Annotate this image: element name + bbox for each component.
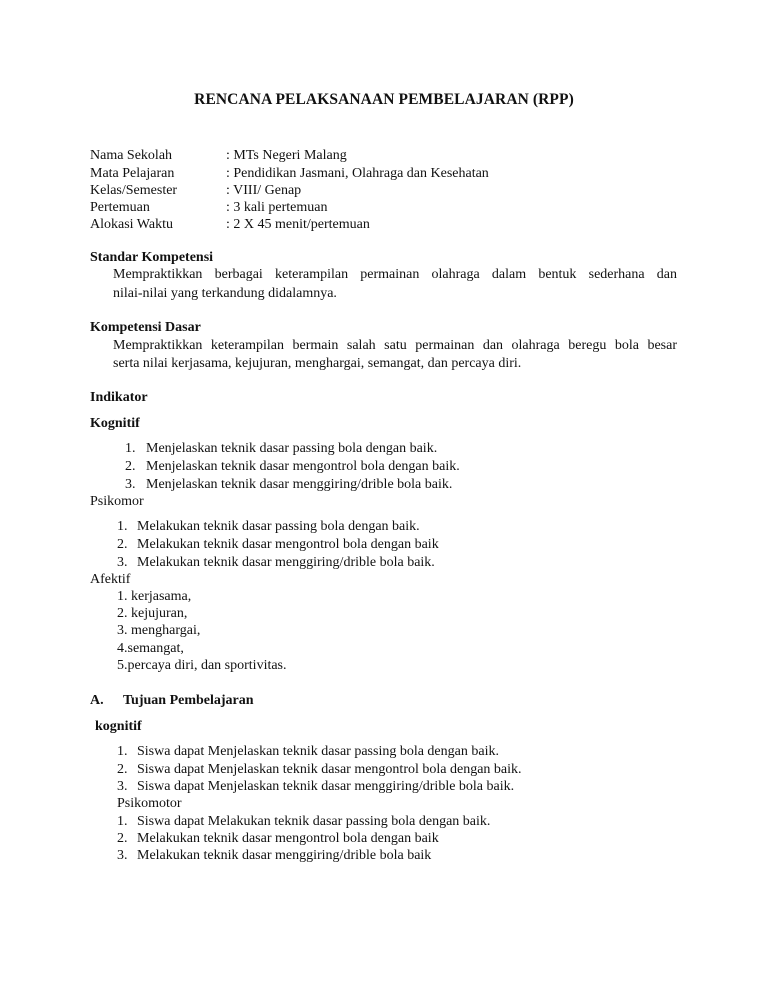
list-number: 2. <box>125 459 136 474</box>
list-item <box>117 554 435 572</box>
list-item <box>117 847 431 865</box>
list-number: 2. <box>117 831 128 846</box>
list-number: 1. <box>117 744 128 759</box>
standar-kompetensi-heading: Standar Kompetensi <box>90 250 214 265</box>
list-number: 2. <box>117 537 128 552</box>
afektif-heading: Afektif <box>90 572 131 587</box>
identity-label: Kelas/Semester <box>90 183 178 198</box>
identity-value: : MTs Negeri Malang <box>226 148 347 163</box>
list-number: 1. <box>117 519 128 534</box>
kompetensi-dasar-heading: Kompetensi Dasar <box>90 320 201 335</box>
list-text: Siswa dapat Menjelaskan teknik dasar passing bola dengan baik. <box>137 744 499 759</box>
list-number: 1. <box>117 814 128 829</box>
list-item <box>125 458 460 476</box>
identity-value: : Pendidikan Jasmani, Olahraga dan Kesehatan <box>226 166 489 181</box>
section-letter: A. <box>90 693 104 708</box>
identity-label: Nama Sekolah <box>90 148 173 163</box>
list-item <box>117 813 490 831</box>
list-text: Menjelaskan teknik dasar passing bola dengan baik. <box>146 441 438 456</box>
identity-value: : 2 X 45 menit/pertemuan <box>226 217 370 232</box>
list-number: 3. <box>117 848 128 863</box>
list-number: 1. <box>125 441 136 456</box>
list-item <box>117 761 522 779</box>
document-title: RENCANA PELAKSANAAN PEMBELAJARAN (RPP) <box>194 91 574 108</box>
identity-value: : VIII/ Genap <box>226 183 302 198</box>
list-item <box>117 743 499 761</box>
identity-value: : 3 kali pertemuan <box>226 200 328 215</box>
standar-kompetensi-text: Mempraktikkan berbagai keterampilan permainan olahraga dalam bentuk sederhana dan <box>113 267 677 282</box>
list-text: Melakukan teknik dasar menggiring/drible bola baik. <box>137 555 435 570</box>
identity-label: Pertemuan <box>90 200 150 215</box>
list-text: Siswa dapat Menjelaskan teknik dasar menggiring/drible bola baik. <box>137 779 515 794</box>
kognitif-heading: Kognitif <box>90 416 140 431</box>
kompetensi-dasar-text: Mempraktikkan keterampilan bermain salah satu permainan dan olahraga beregu bola besar <box>113 338 677 353</box>
identity-label: Alokasi Waktu <box>90 217 173 232</box>
tujuan-psikomotor-heading: Psikomotor <box>117 796 182 811</box>
list-item <box>117 830 439 848</box>
list-text: Melakukan teknik dasar menggiring/drible bola baik <box>137 848 432 863</box>
psikomor-heading: Psikomor <box>90 494 144 509</box>
list-text: Melakukan teknik dasar passing bola dengan baik. <box>137 519 420 534</box>
tujuan-heading <box>90 692 254 710</box>
list-item <box>125 440 437 458</box>
list-number: 3. <box>117 779 128 794</box>
identity-label: Mata Pelajaran <box>90 166 175 181</box>
indikator-heading: Indikator <box>90 390 148 405</box>
list-item <box>125 476 452 494</box>
list-text: Menjelaskan teknik dasar mengontrol bola dengan baik. <box>146 459 460 474</box>
list-text: Siswa dapat Melakukan teknik dasar passing bola dengan baik. <box>137 814 491 829</box>
list-number: 3. <box>117 555 128 570</box>
list-item: 5.percaya diri, dan sportivitas. <box>117 658 287 673</box>
list-item: 1. kerjasama, <box>117 589 192 604</box>
kompetensi-dasar-text: serta nilai kerjasama, kejujuran, menghargai, semangat, dan percaya diri. <box>113 356 522 371</box>
list-item <box>117 778 514 796</box>
list-text: Siswa dapat Menjelaskan teknik dasar mengontrol bola dengan baik. <box>137 762 522 777</box>
list-item: 3. menghargai, <box>117 623 201 638</box>
tujuan-title: Tujuan Pembelajaran <box>123 693 254 708</box>
standar-kompetensi-text: nilai-nilai yang terkandung didalamnya. <box>113 286 337 301</box>
list-number: 2. <box>117 762 128 777</box>
list-text: Melakukan teknik dasar mengontrol bola dengan baik <box>137 831 439 846</box>
list-item: 2. kejujuran, <box>117 606 188 621</box>
list-item: 4.semangat, <box>117 641 184 656</box>
list-item <box>117 518 420 536</box>
list-item <box>117 536 439 554</box>
list-text: Menjelaskan teknik dasar menggiring/drible bola baik. <box>146 477 453 492</box>
tujuan-kognitif-heading: kognitif <box>95 719 142 734</box>
list-text: Melakukan teknik dasar mengontrol bola dengan baik <box>137 537 439 552</box>
list-number: 3. <box>125 477 136 492</box>
